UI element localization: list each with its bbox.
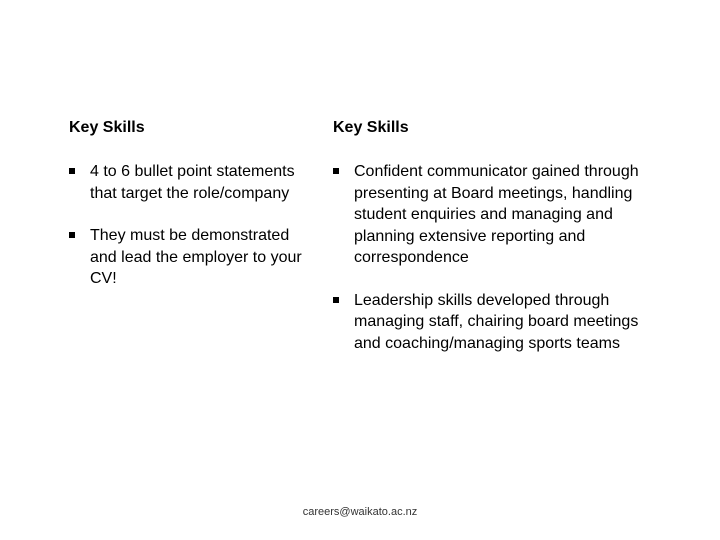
right-bullet-item <box>333 161 663 269</box>
square-bullet-icon <box>333 297 339 303</box>
left-bullet-item <box>69 161 309 204</box>
right-bullet-item <box>333 290 663 355</box>
left-bullet-text: 4 to 6 bullet point statements that target the role/company <box>90 163 295 202</box>
right-column <box>333 118 663 375</box>
footer-email: careers@waikato.ac.nz <box>302 506 418 518</box>
left-heading: Key Skills <box>69 119 145 136</box>
right-heading: Key Skills <box>333 119 409 136</box>
left-bullet-text: They must be demonstrated and lead the employer to your CV! <box>90 227 302 287</box>
square-bullet-icon <box>69 232 75 238</box>
square-bullet-icon <box>333 168 339 174</box>
right-bullet-list <box>333 161 663 354</box>
square-bullet-icon <box>69 168 75 174</box>
left-bullet-list <box>69 161 309 290</box>
right-bullet-text: Confident communicator gained through presenting at Board meetings, handling student enquiries and managing and planning extensive reporting and correspondence <box>354 163 639 266</box>
right-bullet-text: Leadership skills developed through managing staff, chairing board meetings and coaching/managing sports teams <box>354 291 639 352</box>
left-bullet-item <box>69 225 309 290</box>
left-column <box>69 118 309 311</box>
